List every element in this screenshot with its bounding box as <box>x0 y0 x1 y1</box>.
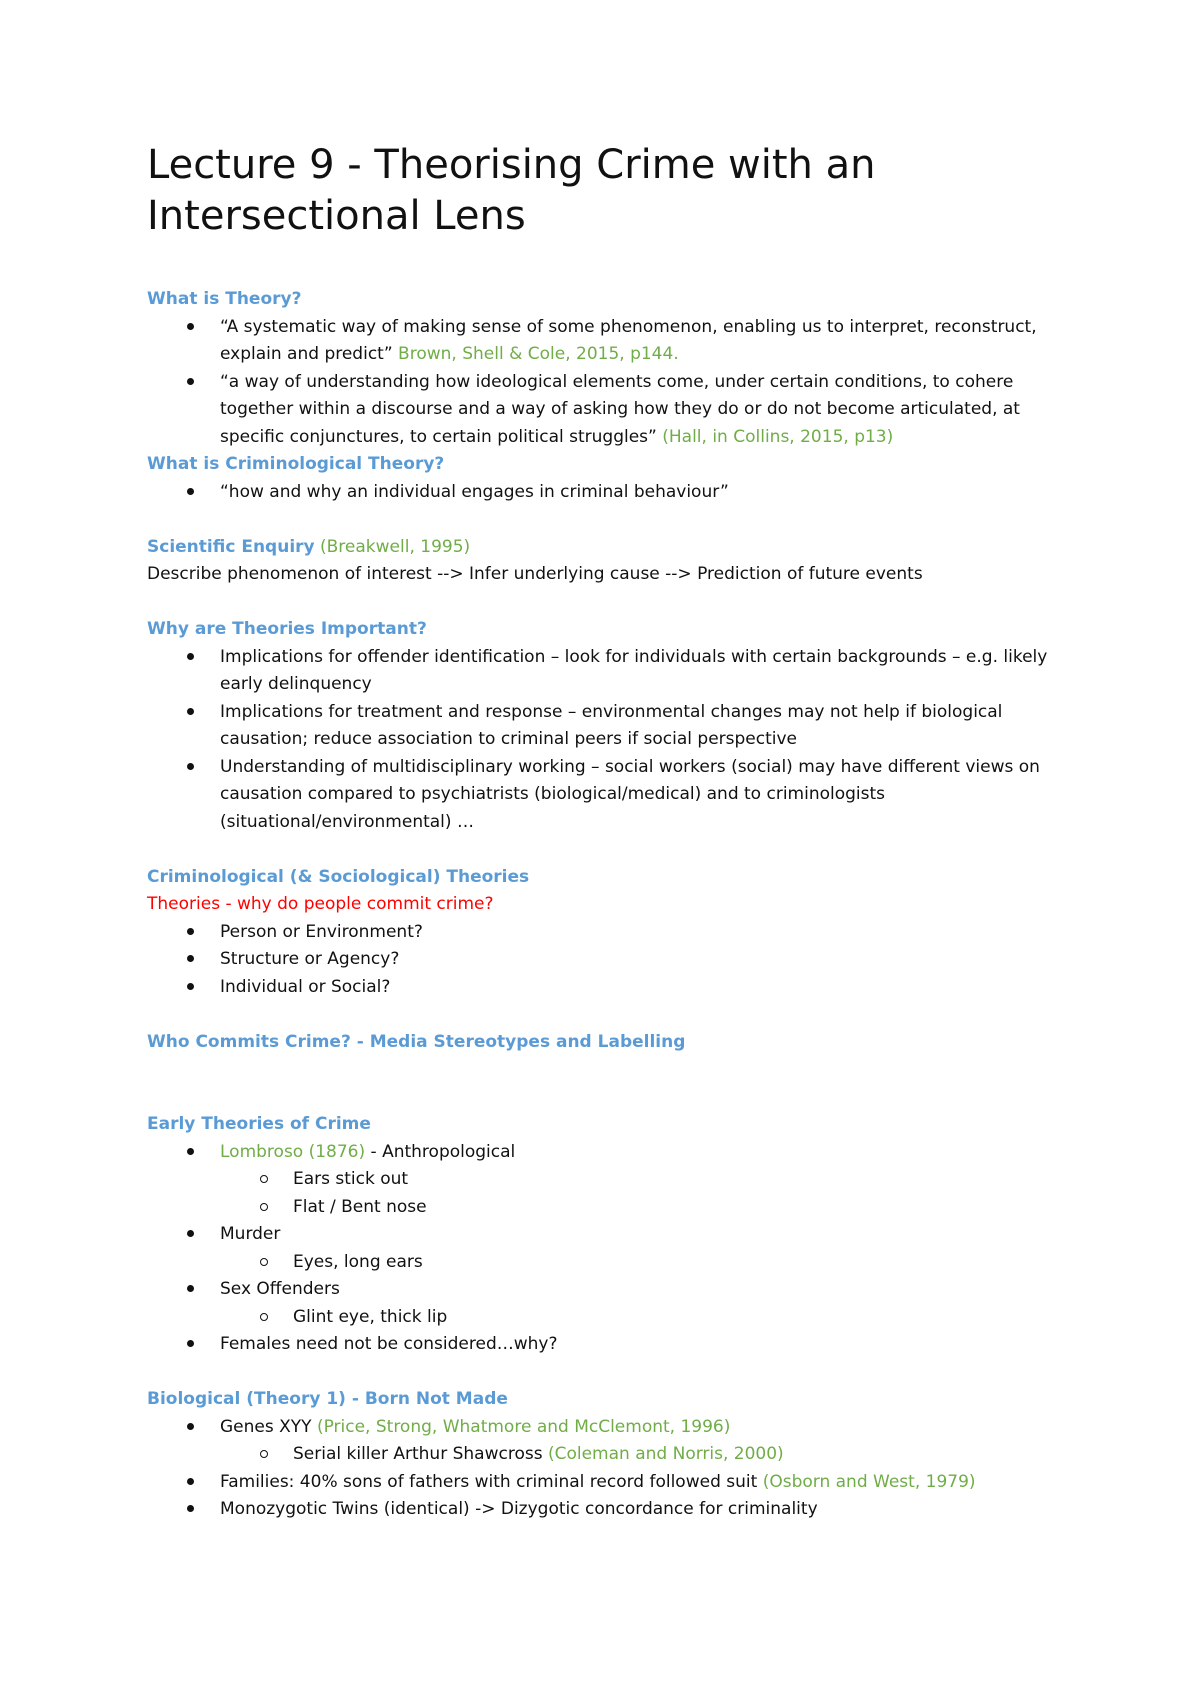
citation: (Breakwell, 1995) <box>320 536 471 557</box>
heading-what-is-theory: What is Theory? <box>147 289 302 309</box>
citation: (Price, Strong, Whatmore and McClemont, 1996) <box>316 1416 731 1437</box>
citation: Lombroso (1876) <box>220 1141 366 1162</box>
sub-list-item: Ears stick out <box>147 1166 1087 1194</box>
list-item <box>147 369 1087 452</box>
list-item: Individual or Social? <box>147 974 1087 1002</box>
heading-criminological-theory: What is Criminological Theory? <box>147 454 445 474</box>
sub-list-item: Flat / Bent nose <box>147 1194 1087 1222</box>
heading-why-important: Why are Theories Important? <box>147 619 427 639</box>
heading-early-theories: Early Theories of Crime <box>147 1114 371 1134</box>
citation: (Hall, in Collins, 2015, p13) <box>662 426 894 447</box>
list-item: Sex Offenders <box>147 1276 1087 1304</box>
bio-list <box>147 1414 1087 1524</box>
sub-list-item: Eyes, long ears <box>147 1249 1087 1277</box>
list-item: Understanding of multidisciplinary working – social workers (social) may have different views on causation compared to psychiatrists (biological/medical) and to criminologists (situational/environmental) … <box>147 754 1087 837</box>
crim-soc-list <box>147 919 1087 1002</box>
crim-theory-list <box>147 479 1087 507</box>
citation: (Osborn and West, 1979) <box>762 1471 976 1492</box>
sub-list-item: Serial killer Arthur Shawcross (Coleman and Norris, 2000) <box>147 1441 1087 1469</box>
citation: Brown, Shell & Cole, 2015, p144. <box>398 344 679 364</box>
list-item <box>147 314 1087 369</box>
list-item: Genes XYY (Price, Strong, Whatmore and McClemont, 1996) <box>147 1414 1087 1442</box>
list-item: Structure or Agency? <box>147 946 1087 974</box>
enquiry-text: Describe phenomenon of interest --> Infer underlying cause --> Prediction of future events <box>147 564 923 584</box>
list-item: “how and why an individual engages in criminal behaviour” <box>147 479 1087 507</box>
list-item: Lombroso (1876) - Anthropological <box>147 1139 1087 1167</box>
quote-text: “a way of understanding how ideological elements come, under certain conditions, to cohere together within a discourse and a way of asking how they do or do not become articulated, at specific conjunctures, to certain political struggles” <box>220 371 1020 447</box>
heading-criminological-sociological: Criminological (& Sociological) Theories <box>147 866 530 887</box>
list-item: Implications for offender identification – look for individuals with certain backgrounds – e.g. likely early delinquency <box>147 644 1087 699</box>
list-item: Person or Environment? <box>147 919 1087 947</box>
early-list <box>147 1139 1087 1359</box>
list-item: Implications for treatment and response – environmental changes may not help if biological causation; reduce association to criminal peers if social perspective <box>147 699 1087 754</box>
subheading-why-commit-crime: Theories - why do people commit crime? <box>147 894 494 914</box>
heading-scientific-enquiry: Scientific Enquiry (Breakwell, 1995) <box>147 536 471 557</box>
page-title: Lecture 9 - Theorising Crime with an Intersectional Lens <box>147 142 876 239</box>
citation: (Coleman and Norris, 2000) <box>547 1444 784 1464</box>
theory-list <box>147 314 1087 452</box>
list-item: Females need not be considered…why? <box>147 1331 1087 1359</box>
important-list <box>147 644 1087 837</box>
document-body <box>147 286 1087 1524</box>
list-item: Murder <box>147 1221 1087 1249</box>
heading-who-commits-crime: Who Commits Crime? - Media Stereotypes and Labelling <box>147 1031 686 1052</box>
list-item: Families: 40% sons of fathers with criminal record followed suit (Osborn and West, 1979) <box>147 1469 1087 1497</box>
list-item: Monozygotic Twins (identical) -> Dizygotic concordance for criminality <box>147 1496 1087 1524</box>
quote-text: “A systematic way of making sense of some phenomenon, enabling us to interpret, reconstruct, explain and predict” <box>220 316 1037 364</box>
heading-biological-theory: Biological (Theory 1) - Born Not Made <box>147 1389 508 1409</box>
sub-list-item: Glint eye, thick lip <box>147 1304 1087 1332</box>
